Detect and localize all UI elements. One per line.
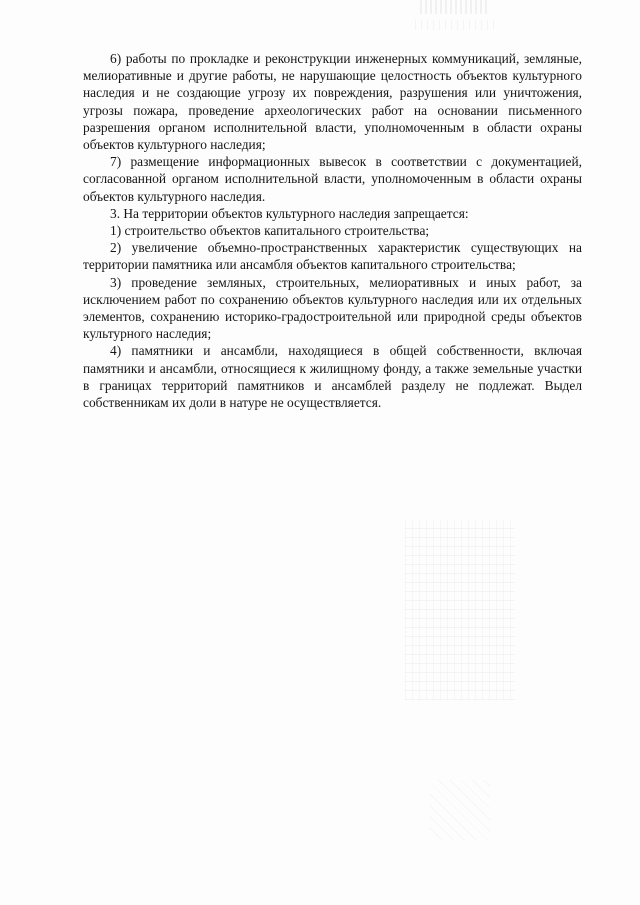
prohibition-item-4: 4) памятники и ансамбли, находящиеся в общей собственности, включая памятники и ансамбли, относящиеся к жилищному фонду, а также земельные участки в границах территорий памятников и ансамблей разделу не подлежат. Выдел собственникам их доли в натуре не осуществляется.	[83, 343, 582, 411]
scan-artifact	[420, 0, 490, 14]
paragraph-item-7: 7) размещение информационных вывесок в соответствии с документацией, согласованной органом исполнительной власти, уполномоченным в области охраны объектов культурного наследия.	[83, 154, 582, 204]
scan-artifact	[405, 520, 515, 700]
scan-artifact	[430, 780, 490, 840]
prohibition-item-2: 2) увеличение объемно-пространственных характеристик существующих на территории памятника или ансамбля объектов капитального строительства;	[83, 240, 582, 273]
prohibition-item-3: 3) проведение земляных, строительных, мелиоративных и иных работ, за исключением работ по сохранению объектов культурного наследия или их отдельных элементов, сохранению историко-градостроительной или природной среды объектов культурного наследия;	[83, 274, 582, 342]
document-body	[83, 50, 582, 411]
scan-artifact	[415, 20, 495, 30]
section-3-heading: 3. На территории объектов культурного наследия запрещается:	[110, 205, 469, 221]
prohibition-item-1: 1) строительство объектов капитального строительства;	[110, 223, 430, 239]
paragraph-item-6: 6) работы по прокладке и реконструкции инженерных коммуникаций, земляные, мелиоративные и другие работы, не нарушающие целостность объектов культурного наследия и не создающие угрозу их повреждения, разрушения или уничтожения, угрозы пожара, проведение археологических работ на основании письменного разрешения органом исполнительной власти, уполномоченным в области охраны объектов культурного наследия;	[83, 51, 582, 153]
